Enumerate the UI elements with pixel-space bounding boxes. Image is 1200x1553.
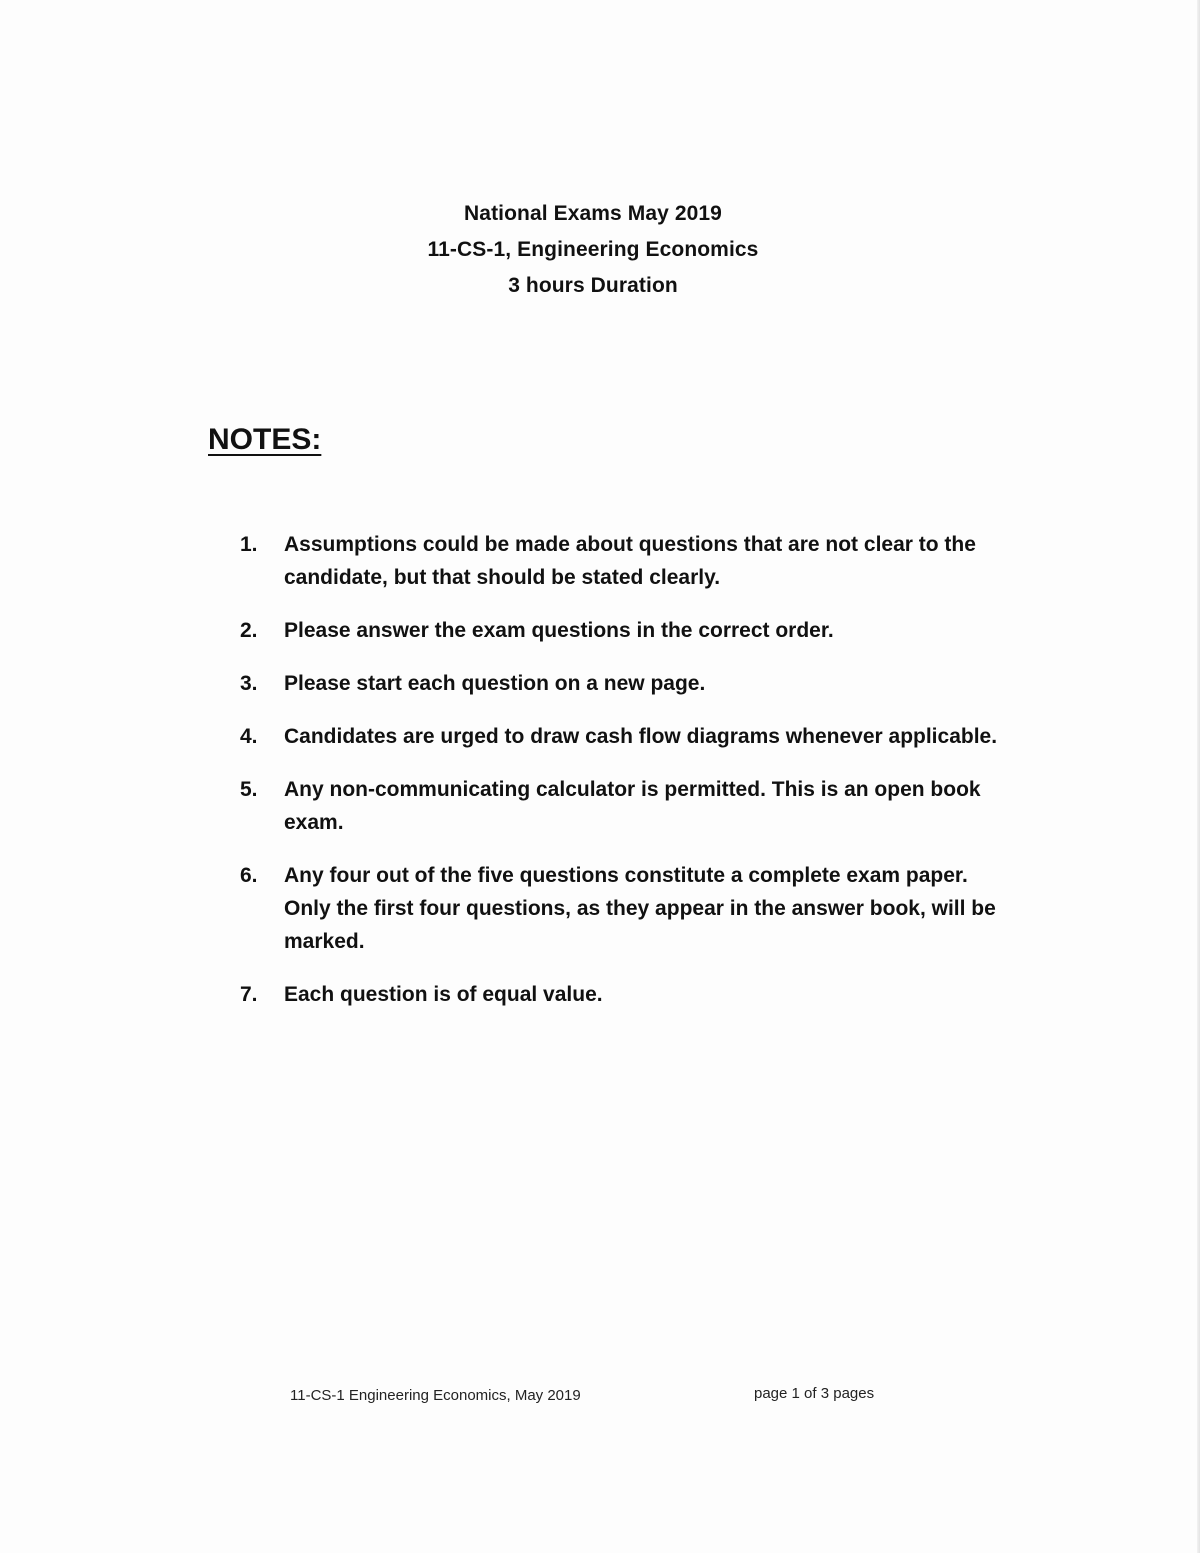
notes-list [240,528,1000,1031]
note-text: Assumptions could be made about questions that are not clear to the candidate, but that should be stated clearly. [284,533,976,589]
note-number: 2. [240,619,258,642]
exam-header-session: National Exams May 2019 [464,202,722,225]
note-number: 5. [240,778,258,801]
note-item-7 [240,978,1000,1011]
note-text: Any four out of the five questions constitute a complete exam paper. Only the first four questions, as they appear in the answer book, will be marked. [284,864,996,953]
exam-header [0,196,1186,304]
note-item-4 [240,720,1000,753]
note-number: 4. [240,725,258,748]
note-text: Any non-communicating calculator is permitted. This is an open book exam. [284,778,981,834]
note-text: Please answer the exam questions in the correct order. [284,619,834,642]
note-item-2 [240,614,1000,647]
note-text: Please start each question on a new page. [284,672,706,695]
exam-header-course: 11-CS-1, Engineering Economics [427,238,759,261]
note-number: 7. [240,983,258,1006]
note-item-3 [240,667,1000,700]
footer-page-number: page 1 of 3 pages [754,1385,875,1402]
note-item-6 [240,859,1000,958]
footer-course-label: 11-CS-1 Engineering Economics, May 2019 [290,1387,581,1404]
note-text: Each question is of equal value. [284,983,603,1006]
note-number: 3. [240,672,258,695]
notes-heading: NOTES: [208,423,322,456]
note-text: Candidates are urged to draw cash flow diagrams whenever applicable. [284,725,998,748]
exam-header-duration: 3 hours Duration [508,274,678,297]
note-number: 6. [240,864,258,887]
note-item-1 [240,528,1000,594]
note-item-5 [240,773,1000,839]
note-number: 1. [240,533,258,556]
